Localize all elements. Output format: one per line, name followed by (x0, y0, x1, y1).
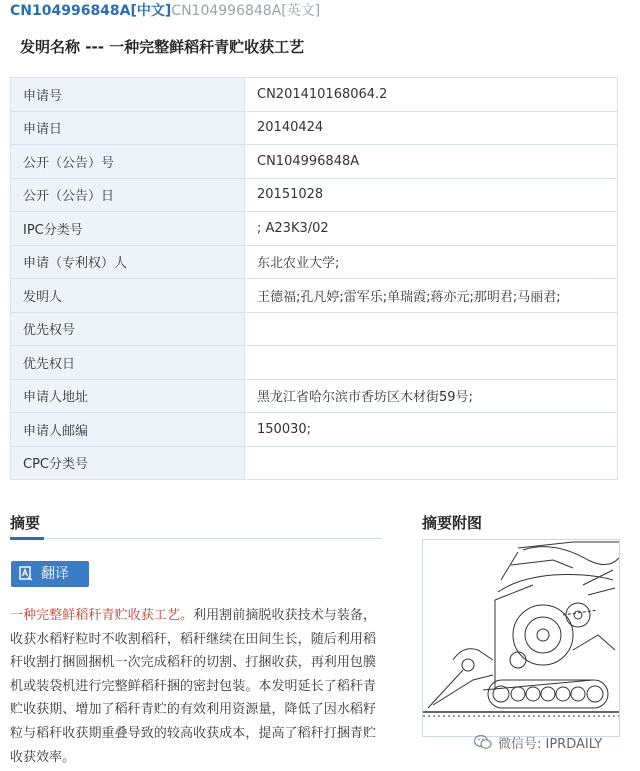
abstract-body: 利用割前摘脱收获技术与装备，收获水稻籽粒时不收割稻秆，稻秆继续在田间生长，随后利用稻秆收割打捆圆捆机一次完成稻秆的切割、打捆收获，再利用包膜机或装袋机进行完整鲜稻秆捆的密封包装。本发明延长了稻秆青贮收获期、增加了稻秆青贮的有效利用资源量，降低了因水稻籽粒与稻秆收获期重叠导致的较高收获成本，提高了稻秆打捆青贮收获效率。 (10, 608, 376, 765)
bibliographic-table (10, 77, 618, 480)
table-row (11, 145, 618, 179)
table-row (11, 178, 618, 212)
row-value (245, 312, 618, 346)
translate-button[interactable] (11, 561, 89, 587)
pub-number-cn-link[interactable]: CN104996848A (10, 3, 131, 19)
abstract-heading-underline (10, 537, 44, 540)
row-label: 公开（公告）号 (11, 145, 245, 179)
title-label: 发明名称 (20, 38, 81, 56)
table-row (11, 446, 618, 480)
table-row (11, 111, 618, 145)
publication-number-bar (10, 0, 320, 22)
row-value: 20151028 (245, 178, 618, 212)
abstract-highlight: 一种完整鲜稻秆青贮收获工艺。 (10, 608, 194, 623)
table-row (11, 245, 618, 279)
row-label: CPC分类号 (11, 446, 245, 480)
watermark-text: 微信号: IPRDAILY (498, 737, 603, 752)
row-label: 公开（公告）日 (11, 178, 245, 212)
translate-icon (19, 566, 33, 581)
lang-cn-link[interactable]: [中文] (130, 3, 172, 19)
row-value (245, 446, 618, 480)
table-row (11, 279, 618, 313)
row-value: 王德福;孔凡婷;雷军乐;单瑞霞;蒋亦元;那明君;马丽君; (245, 279, 618, 313)
row-label: 优先权号 (11, 312, 245, 346)
row-value: 20140424 (245, 111, 618, 145)
figure-heading: 摘要附图 (422, 514, 483, 532)
row-value: 150030; (245, 413, 618, 447)
abstract-section-header (10, 512, 382, 539)
abstract-figure[interactable] (422, 539, 620, 737)
row-value: 东北农业大学; (245, 245, 618, 279)
invention-title (20, 36, 304, 57)
table-row (11, 212, 618, 246)
row-value (245, 346, 618, 380)
title-value: 一种完整鲜稻秆青贮收获工艺 (109, 38, 305, 56)
table-row (11, 379, 618, 413)
translate-label: 翻译 (41, 566, 69, 582)
abstract-text (10, 604, 376, 769)
table-row (11, 346, 618, 380)
lang-en-link[interactable]: [英文] (281, 3, 321, 19)
abstract-heading: 摘要 (10, 514, 41, 532)
row-label: IPC分类号 (11, 212, 245, 246)
harvester-drawing (423, 540, 619, 736)
row-label: 优先权日 (11, 346, 245, 380)
table-row (11, 78, 618, 112)
table-row (11, 312, 618, 346)
title-separator: --- (85, 38, 104, 56)
row-label: 申请（专利权）人 (11, 245, 245, 279)
row-value: 黑龙江省哈尔滨市香坊区木材街59号; (245, 379, 618, 413)
row-value: ; A23K3/02 (245, 212, 618, 246)
row-label: 申请号 (11, 78, 245, 112)
row-value: CN201410168064.2 (245, 78, 618, 112)
row-value: CN104996848A (245, 145, 618, 179)
row-label: 申请人地址 (11, 379, 245, 413)
row-label: 发明人 (11, 279, 245, 313)
row-label: 申请人邮编 (11, 413, 245, 447)
pub-number-en-link[interactable]: CN104996848A (171, 3, 282, 19)
wechat-icon (474, 734, 492, 750)
table-row (11, 413, 618, 447)
row-label: 申请日 (11, 111, 245, 145)
